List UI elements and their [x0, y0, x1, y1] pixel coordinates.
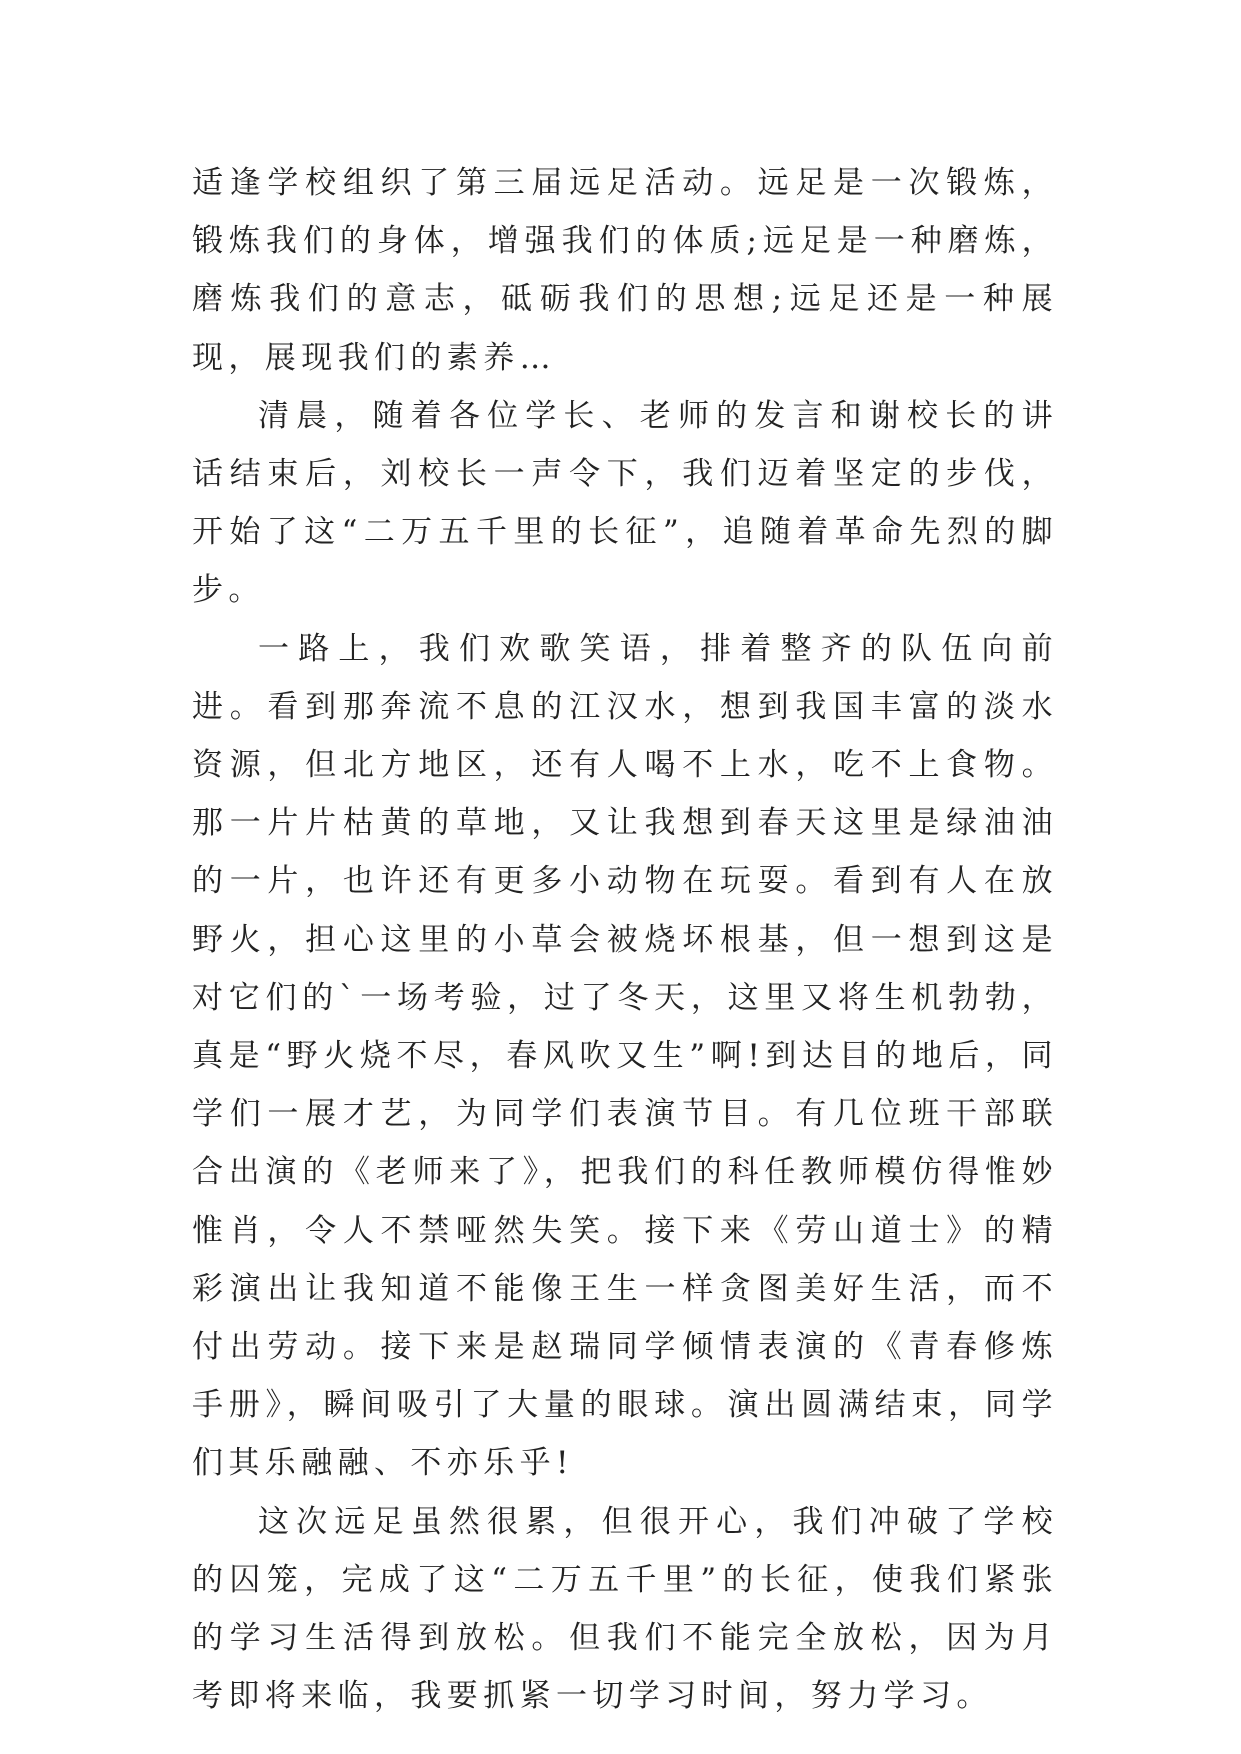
paragraph-4: 这次远足虽然很累，但很开心，我们冲破了学校的囚笼，完成了这“二万五千里”的长征，使我们紧张的学习生活得到放松。但我们不能完全放松，因为月考即将来临，我要抓紧一切学习时间，努力学习。	[192, 1503, 1058, 1715]
paragraph-2: 清晨，随着各位学长、老师的发言和谢校长的讲话结束后，刘校长一声令下，我们迈着坚定的步伐，开始了这“二万五千里的长征”，追随着革命先烈的脚步。	[192, 397, 1058, 609]
paragraph-1: 适逢学校组织了第三届远足活动。远足是一次锻炼，锻炼我们的身体，增强我们的体质;远足是一种磨炼，磨炼我们的意志，砥砺我们的思想;远足还是一种展现，展现我们的素养…	[192, 165, 1058, 376]
paragraph-3: 一路上，我们欢歌笑语，排着整齐的队伍向前进。看到那奔流不息的江汉水，想到我国丰富的淡水资源，但北方地区，还有人喝不上水，吃不上食物。那一片片枯黄的草地，又让我想到春天这里是绿油油的一片，也许还有更多小动物在玩耍。看到有人在放野火，担心这里的小草会被烧坏根基，但一想到这是对它们的`一场考验，过了冬天，这里又将生机勃勃，真是“野火烧不尽，春风吹又生”啊!到达目的地后，同学们一展才艺，为同学们表演节目。有几位班干部联合出演的《老师来了》，把我们的科任教师模仿得惟妙惟肖，令人不禁哑然失笑。接下来《劳山道士》的精彩演出让我知道不能像王生一样贪图美好生活，而不付出劳动。接下来是赵瑞同学倾情表演的《青春修炼手册》，瞬间吸引了大量的眼球。演出圆满结束，同学们其乐融融、不亦乐乎!	[192, 630, 1058, 1482]
document-body	[192, 154, 1058, 1725]
